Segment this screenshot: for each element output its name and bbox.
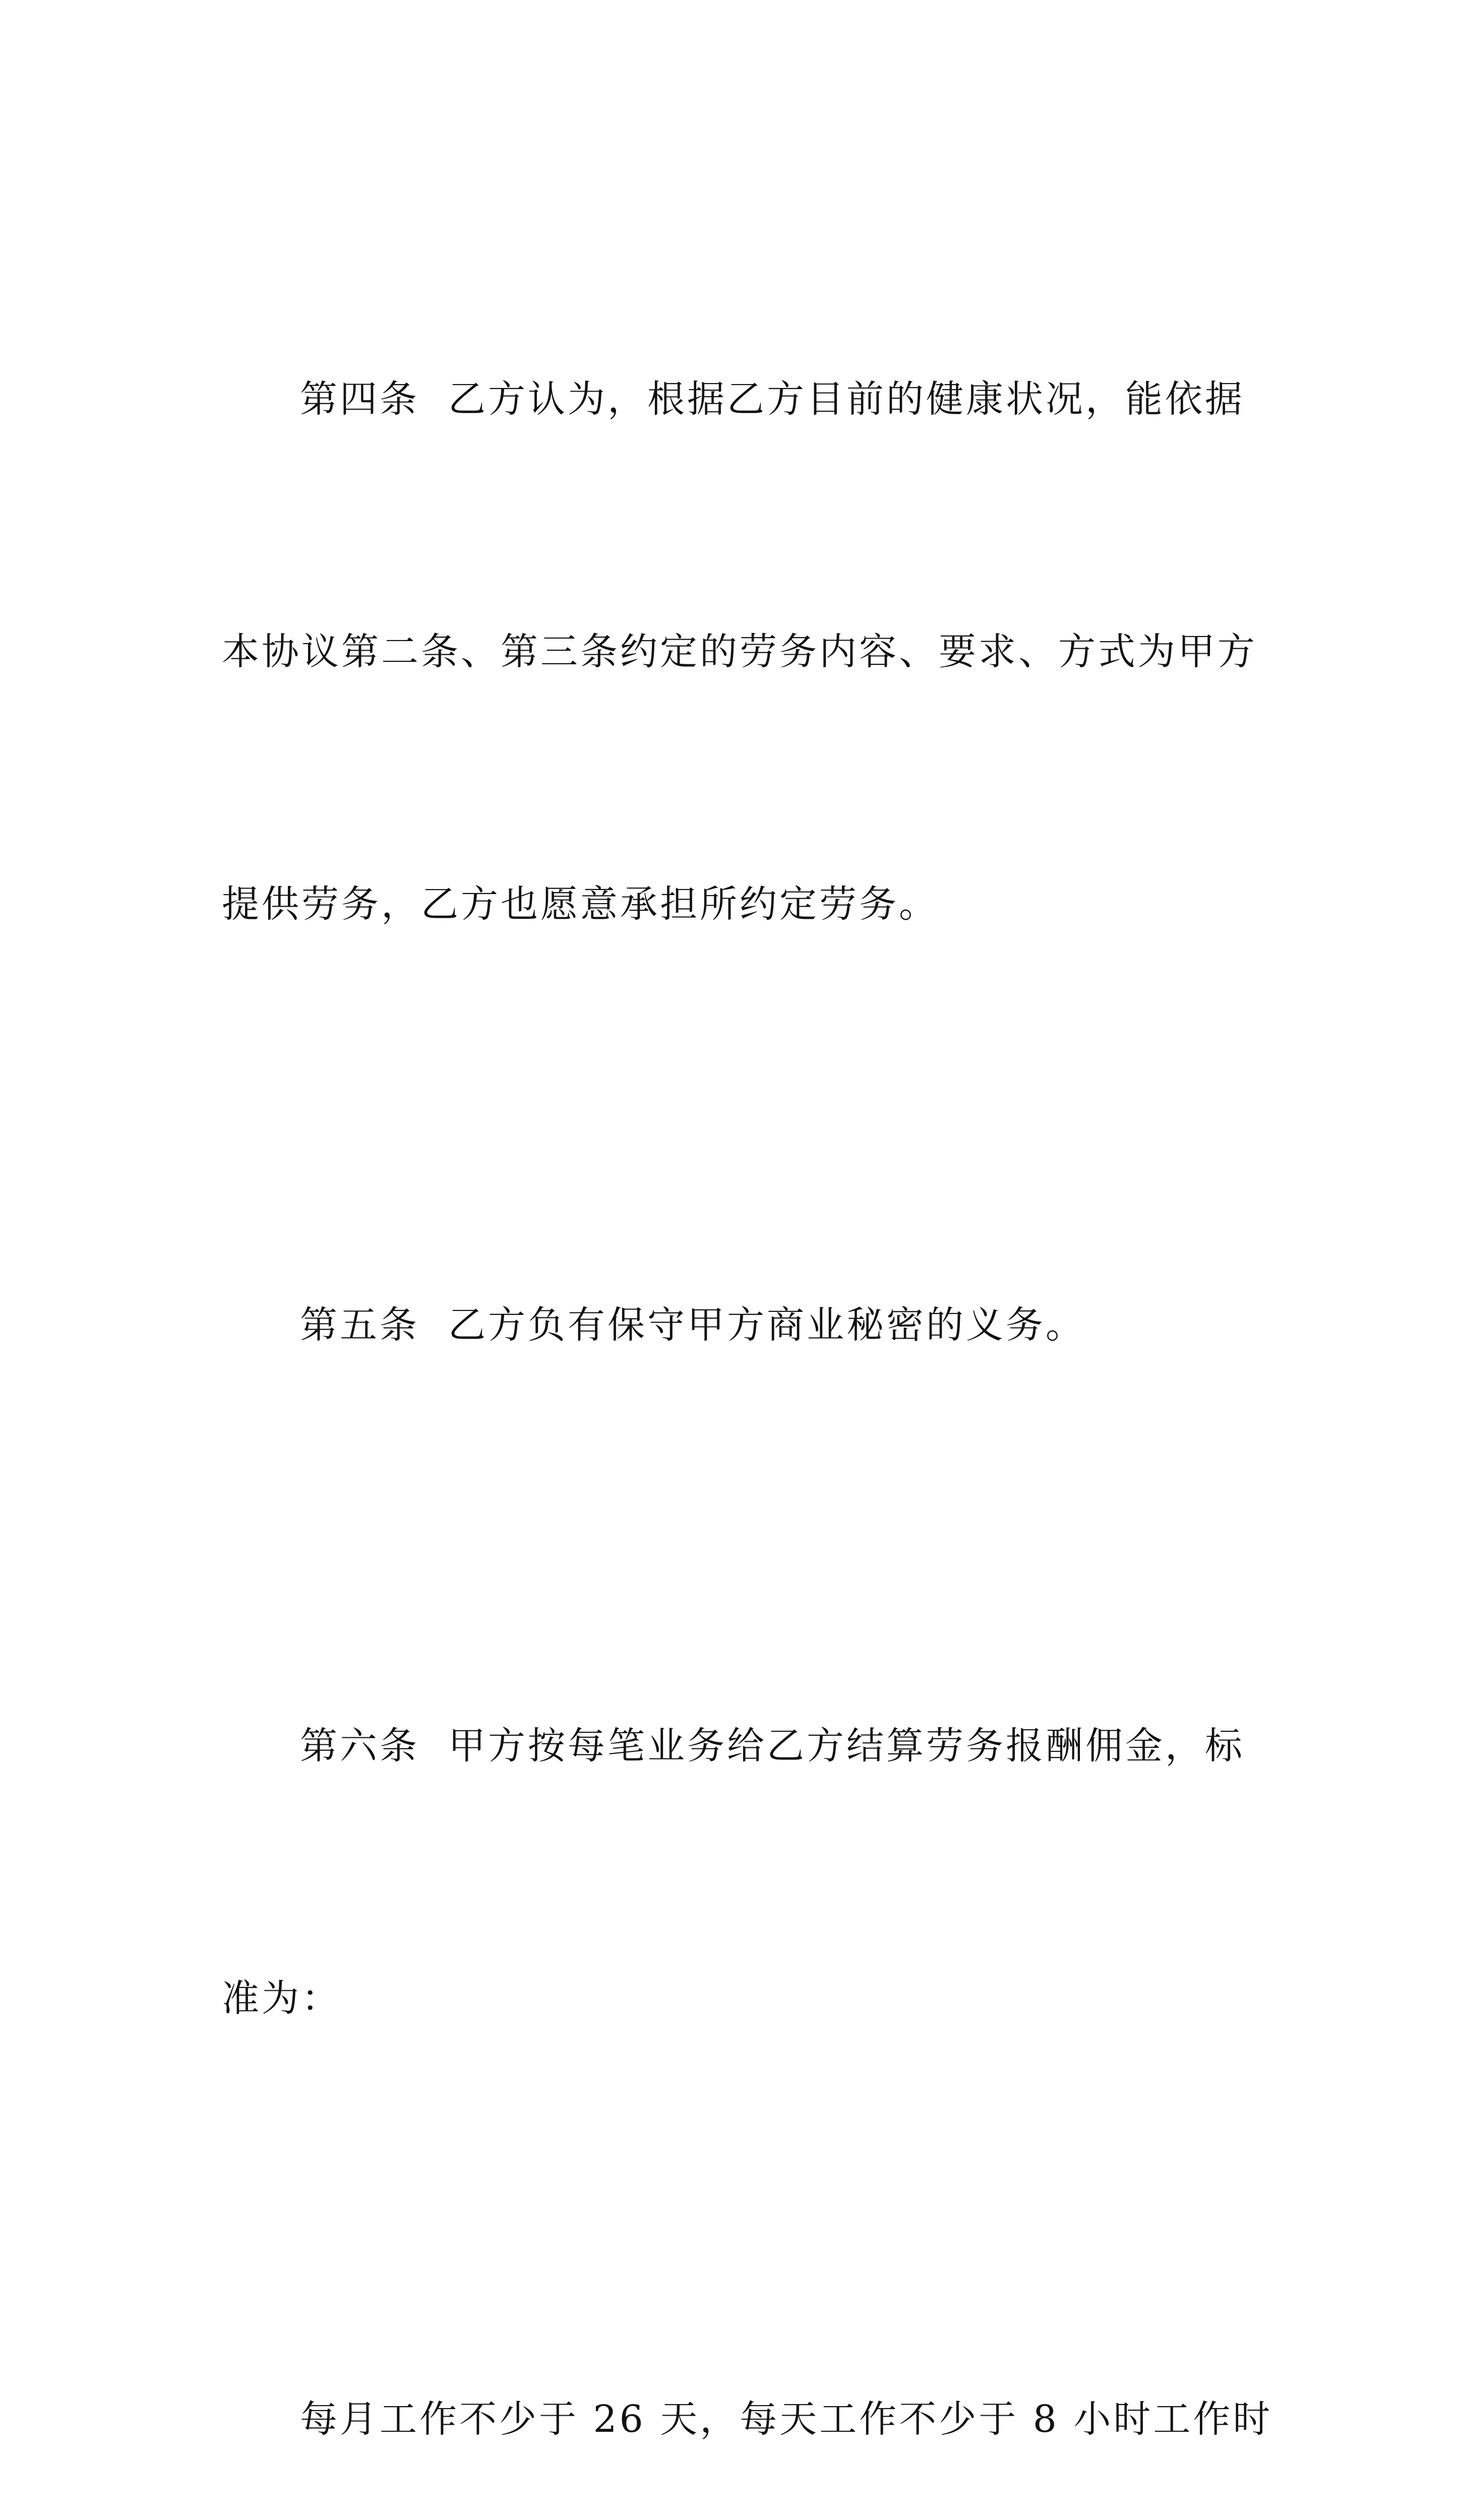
text-line: 提供劳务，乙方也愿意承担所约定劳务。: [222, 883, 939, 926]
article-5: [222, 1115, 1250, 1536]
text-line: 第六条 甲方按每笔业务给乙方结算劳务报酬佣金，标: [300, 1724, 1245, 1768]
text-line: 每月工作不少于 26 天，每天工作不少于 8 小时工作时: [300, 2398, 1273, 2441]
article-4: [222, 189, 1257, 1115]
text-line: 准为：: [222, 1977, 341, 2020]
document-body: [222, 189, 1273, 2520]
article-6: [222, 1536, 1250, 2209]
payment-terms: [222, 2209, 1273, 2520]
text-line: 第四条 乙方认为，根据乙方目前的健康状况，能依据: [300, 377, 1245, 421]
text-line: 第五条 乙方负有保守甲方商业秘密的义务。: [300, 1303, 1086, 1347]
text-line: 本协议第二条、第三条约定的劳务内容、要求、方式为甲方: [222, 630, 1257, 673]
